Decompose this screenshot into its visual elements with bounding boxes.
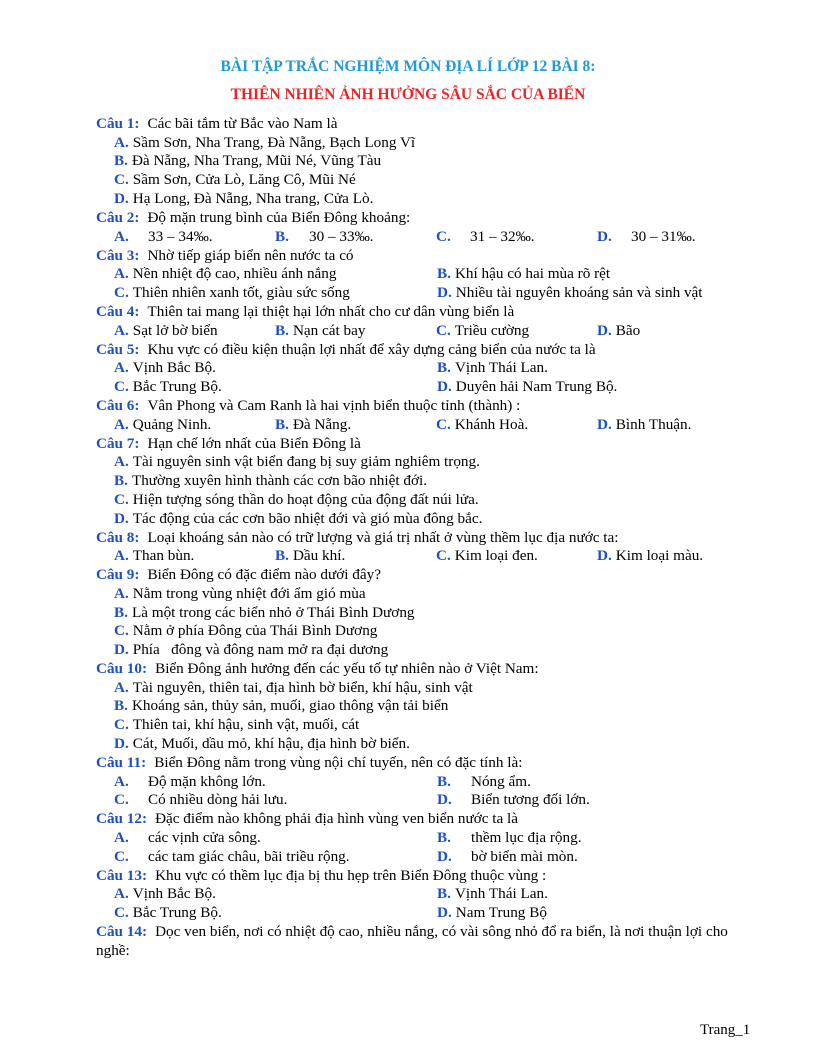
answer-option-a (114, 885, 437, 904)
question-13 (96, 867, 761, 923)
question-label: Câu 12: (96, 810, 148, 828)
option-text: Nam Trung Bộ (455, 904, 547, 922)
question-stem (96, 397, 761, 416)
question-12 (96, 810, 761, 866)
answer-option-c (114, 904, 437, 923)
option-text: 30 – 31‰. (631, 227, 696, 245)
option-text: Hạ Long, Đà Nẵng, Nha trang, Cửa Lò. (132, 189, 374, 207)
answer-option-a (114, 134, 761, 153)
answer-option-a (114, 416, 275, 435)
option-text: Sầm Sơn, Nha Trang, Đà Nẵng, Bạch Long Vĩ (132, 133, 416, 151)
option-text: Khánh Hoà. (454, 415, 529, 433)
option-label: C. (114, 171, 129, 189)
option-text: Độ mặn không lớn. (148, 772, 266, 790)
option-label: C. (114, 904, 129, 922)
answer-option-d (437, 904, 761, 923)
page-number: Trang_1 (700, 1022, 751, 1038)
question-text: Hạn chế lớn nhất của Biển Đông là (147, 434, 361, 452)
option-label: D. (437, 904, 452, 922)
option-text: Thiên nhiên xanh tốt, giàu sức sống (132, 283, 350, 301)
answer-option-d (597, 228, 761, 247)
option-label: B. (275, 321, 289, 339)
question-14 (96, 923, 761, 960)
answer-option-d (597, 547, 761, 566)
answer-option-b (275, 322, 436, 341)
option-text: Có nhiều dòng hải lưu. (148, 791, 288, 809)
question-text: Vân Phong và Cam Ranh là hai vịnh biển thuộc tỉnh (thành) : (147, 397, 521, 415)
option-text: Hiện tượng sóng thần do hoạt động của động đất núi lửa. (132, 490, 479, 508)
answer-options (114, 773, 761, 810)
question-stem (96, 529, 761, 548)
option-label: A. (114, 265, 129, 283)
answer-option-b (437, 359, 761, 378)
answer-option-a (114, 773, 437, 792)
question-6 (96, 397, 761, 434)
answer-option-d (437, 848, 761, 867)
answer-option-d (597, 322, 761, 341)
option-label: D. (437, 847, 452, 865)
option-label: A. (114, 828, 129, 846)
document-title-line1: BÀI TẬP TRẮC NGHIỆM MÔN ĐỊA LÍ LỚP 12 BÀI 8: (220, 58, 596, 75)
option-label: D. (437, 791, 452, 809)
question-label: Câu 13: (96, 866, 148, 884)
option-label: A. (114, 227, 129, 245)
question-10 (96, 660, 761, 754)
option-text: 33 – 34‰. (148, 227, 213, 245)
answer-option-a (114, 228, 275, 247)
option-text: 31 – 32‰. (470, 227, 535, 245)
question-stem (96, 303, 761, 322)
question-label: Câu 14: (96, 923, 148, 941)
answer-option-c (114, 716, 761, 735)
document-title-line2: THIÊN NHIÊN ẢNH HƯỞNG SÂU SẮC CỦA BIỂN (230, 86, 586, 103)
answer-option-b (114, 152, 761, 171)
option-label: D. (597, 227, 612, 245)
option-label: C. (114, 622, 129, 640)
option-text: Biển tương đối lớn. (471, 791, 590, 809)
question-stem (96, 660, 761, 679)
option-text: Vịnh Thái Lan. (454, 359, 548, 377)
option-text: Nằm trong vùng nhiệt đới ẩm gió mùa (132, 584, 366, 602)
option-label: B. (275, 415, 289, 433)
option-text: bờ biển mài mòn. (471, 847, 578, 865)
option-label: A. (114, 321, 129, 339)
answer-options (114, 679, 761, 754)
answer-option-c (436, 322, 597, 341)
option-label: D. (114, 189, 129, 207)
option-text: Phía đông và đông nam mở ra đại dương (132, 641, 389, 659)
answer-option-c (436, 547, 597, 566)
option-text: Nóng ẩm. (471, 772, 531, 790)
question-2 (96, 209, 761, 246)
option-label: A. (114, 415, 129, 433)
question-1 (96, 115, 761, 209)
option-text: Tài nguyên, thiên tai, địa hình bờ biển, khí hậu, sinh vật (132, 678, 473, 696)
option-text: Kim loại màu. (615, 547, 704, 565)
option-label: B. (114, 152, 128, 170)
option-label: A. (114, 678, 129, 696)
question-text: Các bãi tắm từ Bắc vào Nam là (147, 115, 338, 132)
answer-options (114, 134, 761, 209)
option-label: A. (114, 885, 129, 903)
answer-option-d (114, 735, 761, 754)
option-text: Bão (615, 321, 641, 339)
option-text: Vịnh Thái Lan. (454, 885, 548, 903)
option-label: A. (114, 772, 129, 790)
option-text: Sầm Sơn, Cửa Lò, Lăng Cô, Mũi Né (132, 171, 356, 189)
option-text: Đà Nẵng. (292, 415, 352, 433)
option-text: Thường xuyên hình thành các cơn bão nhiệt đới. (131, 472, 428, 490)
option-text: Bắc Trung Bộ. (132, 904, 222, 922)
answer-option-a (114, 547, 275, 566)
option-label: B. (114, 697, 128, 715)
question-text: Biển Đông nằm trong vùng nội chí tuyến, nên có đặc tính là: (154, 753, 523, 771)
option-label: C. (114, 283, 129, 301)
answer-option-c (114, 622, 761, 641)
option-label: D. (437, 378, 452, 396)
answer-options (114, 322, 761, 341)
option-text: Triều cường (454, 321, 530, 339)
option-text: Sạt lở bờ biển (132, 321, 218, 339)
question-label: Câu 8: (96, 528, 140, 546)
question-stem (96, 810, 761, 829)
option-label: B. (114, 472, 128, 490)
question-3 (96, 247, 761, 303)
option-text: Quảng Ninh. (132, 415, 212, 433)
answer-option-c (436, 416, 597, 435)
option-text: Bắc Trung Bộ. (132, 378, 222, 396)
answer-options (114, 453, 761, 528)
option-label: C. (114, 716, 129, 734)
question-label: Câu 5: (96, 340, 140, 358)
option-text: Bình Thuận. (615, 415, 692, 433)
question-stem (96, 247, 761, 266)
option-text: Khí hậu có hai mùa rõ rệt (454, 265, 611, 283)
answer-options (114, 265, 761, 302)
question-label: Câu 11: (96, 753, 147, 771)
answer-option-c (114, 791, 437, 810)
question-text: Khu vực có điều kiện thuận lợi nhất để xây dựng cảng biển của nước ta là (147, 340, 596, 358)
option-text: Than bùn. (132, 547, 195, 565)
question-text: Dọc ven biển, nơi có nhiệt độ cao, nhiều nắng, có vài sông nhỏ đổ ra biển, là nơi thuận lợi cho nghề: (96, 923, 728, 959)
answer-options (114, 228, 761, 247)
option-text: Cát, Muối, dầu mỏ, khí hậu, địa hình bờ biển. (132, 734, 410, 752)
option-text: các vịnh cửa sông. (148, 828, 261, 846)
question-4 (96, 303, 761, 340)
option-text: Nạn cát bay (292, 321, 366, 339)
question-text: Biển Đông ảnh hưởng đến các yếu tố tự nhiên nào ở Việt Nam: (155, 660, 539, 678)
question-5 (96, 341, 761, 397)
option-text: Kim loại đen. (454, 547, 538, 565)
question-text: Nhờ tiếp giáp biển nên nước ta có (147, 246, 354, 264)
option-text: 30 – 33‰. (309, 227, 374, 245)
option-label: C. (436, 321, 451, 339)
answer-option-c (114, 848, 437, 867)
answer-options (114, 885, 761, 922)
question-label: Câu 9: (96, 566, 140, 584)
answer-option-c (114, 171, 761, 190)
option-text: Dầu khí. (292, 547, 346, 565)
answer-option-b (275, 547, 436, 566)
option-label: A. (114, 133, 129, 151)
answer-option-d (597, 416, 761, 435)
question-stem (96, 209, 761, 228)
question-stem (96, 115, 761, 134)
question-stem (96, 566, 761, 585)
question-stem (96, 435, 761, 454)
answer-option-d (114, 510, 761, 529)
option-text: Tác động của các cơn bão nhiệt đới và gió mùa đông bắc. (132, 509, 483, 527)
answer-options (114, 359, 761, 396)
answer-options (114, 547, 761, 566)
option-label: C. (436, 547, 451, 565)
option-label: C. (114, 378, 129, 396)
option-text: Là một trong các biển nhỏ ở Thái Bình Dương (131, 603, 415, 621)
question-8 (96, 529, 761, 566)
option-label: A. (114, 453, 129, 471)
question-stem (96, 754, 761, 773)
question-9 (96, 566, 761, 660)
option-text: Duyên hải Nam Trung Bộ. (455, 378, 618, 396)
option-label: A. (114, 584, 129, 602)
option-label: B. (437, 828, 451, 846)
question-stem (96, 341, 761, 360)
answer-options (114, 585, 761, 660)
option-text: Nằm ở phía Đông của Thái Bình Dương (132, 622, 378, 640)
answer-option-c (114, 284, 437, 303)
question-label: Câu 1: (96, 115, 140, 132)
option-label: B. (275, 227, 289, 245)
answer-option-b (275, 416, 436, 435)
option-label: B. (114, 603, 128, 621)
option-text: Khoáng sản, thủy sản, muối, giao thông vận tải biển (131, 697, 449, 715)
answer-option-b (437, 829, 761, 848)
question-text: Biển Đông có đặc điểm nào dưới đây? (147, 566, 381, 584)
question-stem (96, 923, 761, 960)
option-label: D. (437, 283, 452, 301)
answer-option-a (114, 265, 437, 284)
question-stem (96, 867, 761, 886)
question-text: Thiên tai mang lại thiệt hại lớn nhất cho cư dân vùng biển là (147, 302, 515, 320)
question-text: Khu vực có thềm lục địa bị thu hẹp trên Biển Đông thuộc vùng : (155, 866, 547, 884)
question-text: Đặc điểm nào không phải địa hình vùng ven biển nước ta là (155, 810, 519, 828)
answer-option-b (114, 697, 761, 716)
answer-option-d (437, 284, 761, 303)
answer-option-c (436, 228, 597, 247)
option-label: B. (437, 359, 451, 377)
answer-option-d (114, 641, 761, 660)
option-label: C. (436, 227, 451, 245)
question-text: Loại khoáng sản nào có trữ lượng và giá trị nhất ở vùng thềm lục địa nước ta: (147, 528, 619, 546)
question-label: Câu 6: (96, 397, 140, 415)
answer-option-b (114, 472, 761, 491)
answer-options (114, 829, 761, 866)
answer-option-d (437, 791, 761, 810)
option-label: C. (114, 490, 129, 508)
option-label: D. (597, 415, 612, 433)
option-text: Đà Nẵng, Nha Trang, Mũi Né, Vũng Tàu (131, 152, 382, 170)
answer-option-b (437, 265, 761, 284)
question-11 (96, 754, 761, 810)
option-text: Nền nhiệt độ cao, nhiều ánh nắng (132, 265, 337, 283)
answer-option-a (114, 679, 761, 698)
option-label: C. (436, 415, 451, 433)
question-label: Câu 2: (96, 208, 140, 226)
question-label: Câu 3: (96, 246, 140, 264)
option-label: B. (275, 547, 289, 565)
option-label: A. (114, 547, 129, 565)
option-label: C. (114, 791, 129, 809)
answer-option-d (437, 378, 761, 397)
option-label: D. (597, 547, 612, 565)
option-label: A. (114, 359, 129, 377)
option-text: Nhiều tài nguyên khoáng sản và sinh vật (455, 283, 703, 301)
option-text: thềm lục địa rộng. (471, 828, 582, 846)
option-text: Tài nguyên sinh vật biển đang bị suy giảm nghiêm trọng. (132, 453, 480, 471)
option-label: C. (114, 847, 129, 865)
question-text: Độ mặn trung bình của Biển Đông khoảng: (147, 208, 411, 226)
option-label: B. (437, 772, 451, 790)
answer-option-a (114, 359, 437, 378)
option-label: B. (437, 265, 451, 283)
option-label: D. (114, 509, 129, 527)
question-7 (96, 435, 761, 529)
answer-option-c (114, 491, 761, 510)
answer-option-b (275, 228, 436, 247)
option-label: B. (437, 885, 451, 903)
answer-option-a (114, 585, 761, 604)
answer-option-a (114, 829, 437, 848)
question-list (96, 115, 761, 961)
answer-option-b (437, 773, 761, 792)
answer-option-a (114, 322, 275, 341)
answer-option-c (114, 378, 437, 397)
answer-option-b (437, 885, 761, 904)
answer-option-a (114, 453, 761, 472)
option-label: D. (597, 321, 612, 339)
option-text: Thiên tai, khí hậu, sinh vật, muối, cát (132, 716, 360, 734)
option-label: D. (114, 734, 129, 752)
option-text: các tam giác châu, bãi triều rộng. (148, 847, 350, 865)
answer-option-d (114, 190, 761, 209)
question-label: Câu 7: (96, 434, 140, 452)
answer-options (114, 416, 761, 435)
option-label: D. (114, 641, 129, 659)
question-label: Câu 10: (96, 660, 148, 678)
option-text: Vịnh Bắc Bộ. (132, 359, 216, 377)
answer-option-b (114, 604, 761, 623)
question-label: Câu 4: (96, 302, 140, 320)
option-text: Vịnh Bắc Bộ. (132, 885, 216, 903)
